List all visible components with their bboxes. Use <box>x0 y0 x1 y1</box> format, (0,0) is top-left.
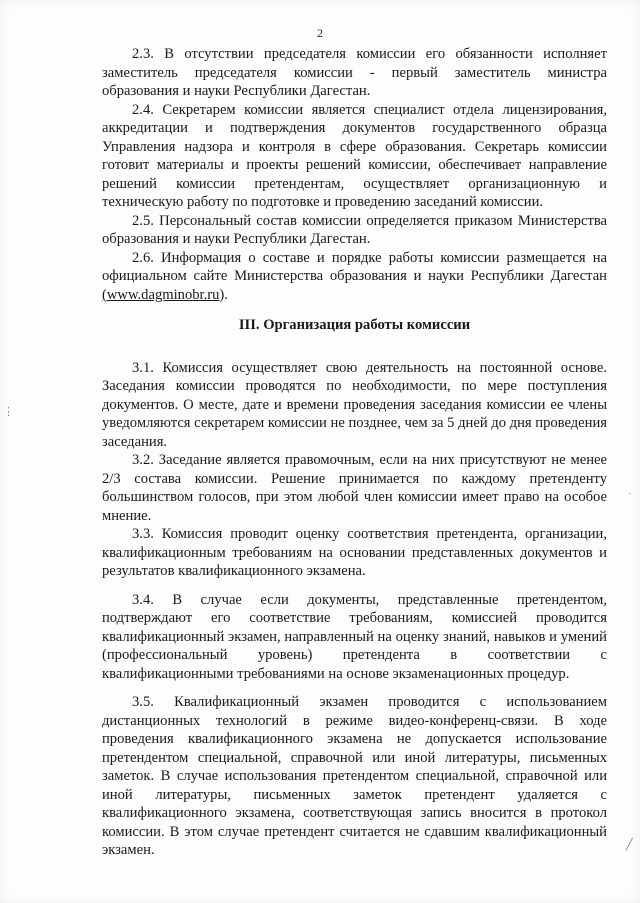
scan-artifact-mark: ╱ <box>626 839 633 851</box>
paragraph-2-6 <box>102 249 607 305</box>
paragraph-2-5: 2.5. Персональный состав комиссии определяется приказом Министерства образования и науки Республики Дагестан. <box>102 212 607 247</box>
scan-artifact-mark: · <box>628 488 632 500</box>
paragraph-3-2: 3.2. Заседание является правомочным, если на них присутствуют не менее 2/3 состава комиссии. Решение принимается по каждому претенденту большинством голосов, при этом любой член комиссии имеет право на особое мнение. <box>102 452 607 524</box>
scan-artifact-mark: ⋮ <box>3 406 14 418</box>
paragraph-3-1: 3.1. Комиссия осуществляет свою деятельность на постоянной основе. Заседания комиссии проводятся по необходимости, по мере поступления документов. О месте, дате и времени проведения заседания комиссии ее члены уведомляются секретарем комиссии не позднее, чем за 5 дней до дня проведения заседания. <box>102 359 607 450</box>
paragraph-2-6-end: . <box>224 286 228 303</box>
document-body <box>102 45 607 860</box>
page-number: 2 <box>317 26 323 40</box>
section-heading: III. Организация работы комиссии <box>238 317 471 333</box>
paragraph-2-6-text: 2.6. Информация о составе и порядке работы комиссии размещается на официальном сайте Министерства образования и науки Республики Дагестан <box>102 249 607 284</box>
paragraph-3-3: 3.3. Комиссия проводит оценку соответствия претендента, организации, квалификационным требованиям на основании представленных документов и результатов квалификационного экзамена. <box>102 526 607 579</box>
paragraph-2-4: 2.4. Секретарем комиссии является специалист отдела лицензирования, аккредитации и подтверждения документов государственного образца Управления надзора и контроля в сфере образования. Секретарь комиссии готовит материалы и проекты решений комиссии, обеспечивает направление решений комиссии претендентам, осуществляет организационную и техническую работу по подготовке и проведению заседаний комиссии. <box>102 101 607 210</box>
paragraph-2-3: 2.3. В отсутствии председателя комиссии его обязанности исполняет заместитель председателя комиссии - первый заместитель министра образования и науки Республики Дагестан. <box>102 46 607 99</box>
website-link[interactable]: (www.dagminobr.ru) <box>102 286 225 303</box>
paragraph-gap <box>102 683 607 693</box>
paragraph-gap <box>102 581 607 591</box>
paragraph-3-4: 3.4. В случае если документы, представленные претендентом, подтверждают его соответствие требованиям, комиссией проводится квалификационный экзамен, направленный на оценку знаний, навыков и умений (профессиональный уровень) претендента в соответствии с квалификационными требованиями на основе экзаменационных процедур. <box>102 591 607 682</box>
paragraph-3-5: 3.5. Квалификационный экзамен проводится с использованием дистанционных технологий в режиме видео-конференц-связи. В ходе проведения квалификационного экзамена не допускается использование претендентом специальной, справочной или иной литературы, письменных заметок. В случае использования претендентом специальной, справочной или иной литературы, письменных заметок претендент удаляется с квалификационного экзамена, соответствующая запись вносится в протокол комиссии. В этом случае претендент считается не сдавшим квалификационный экзамен. <box>102 694 607 858</box>
